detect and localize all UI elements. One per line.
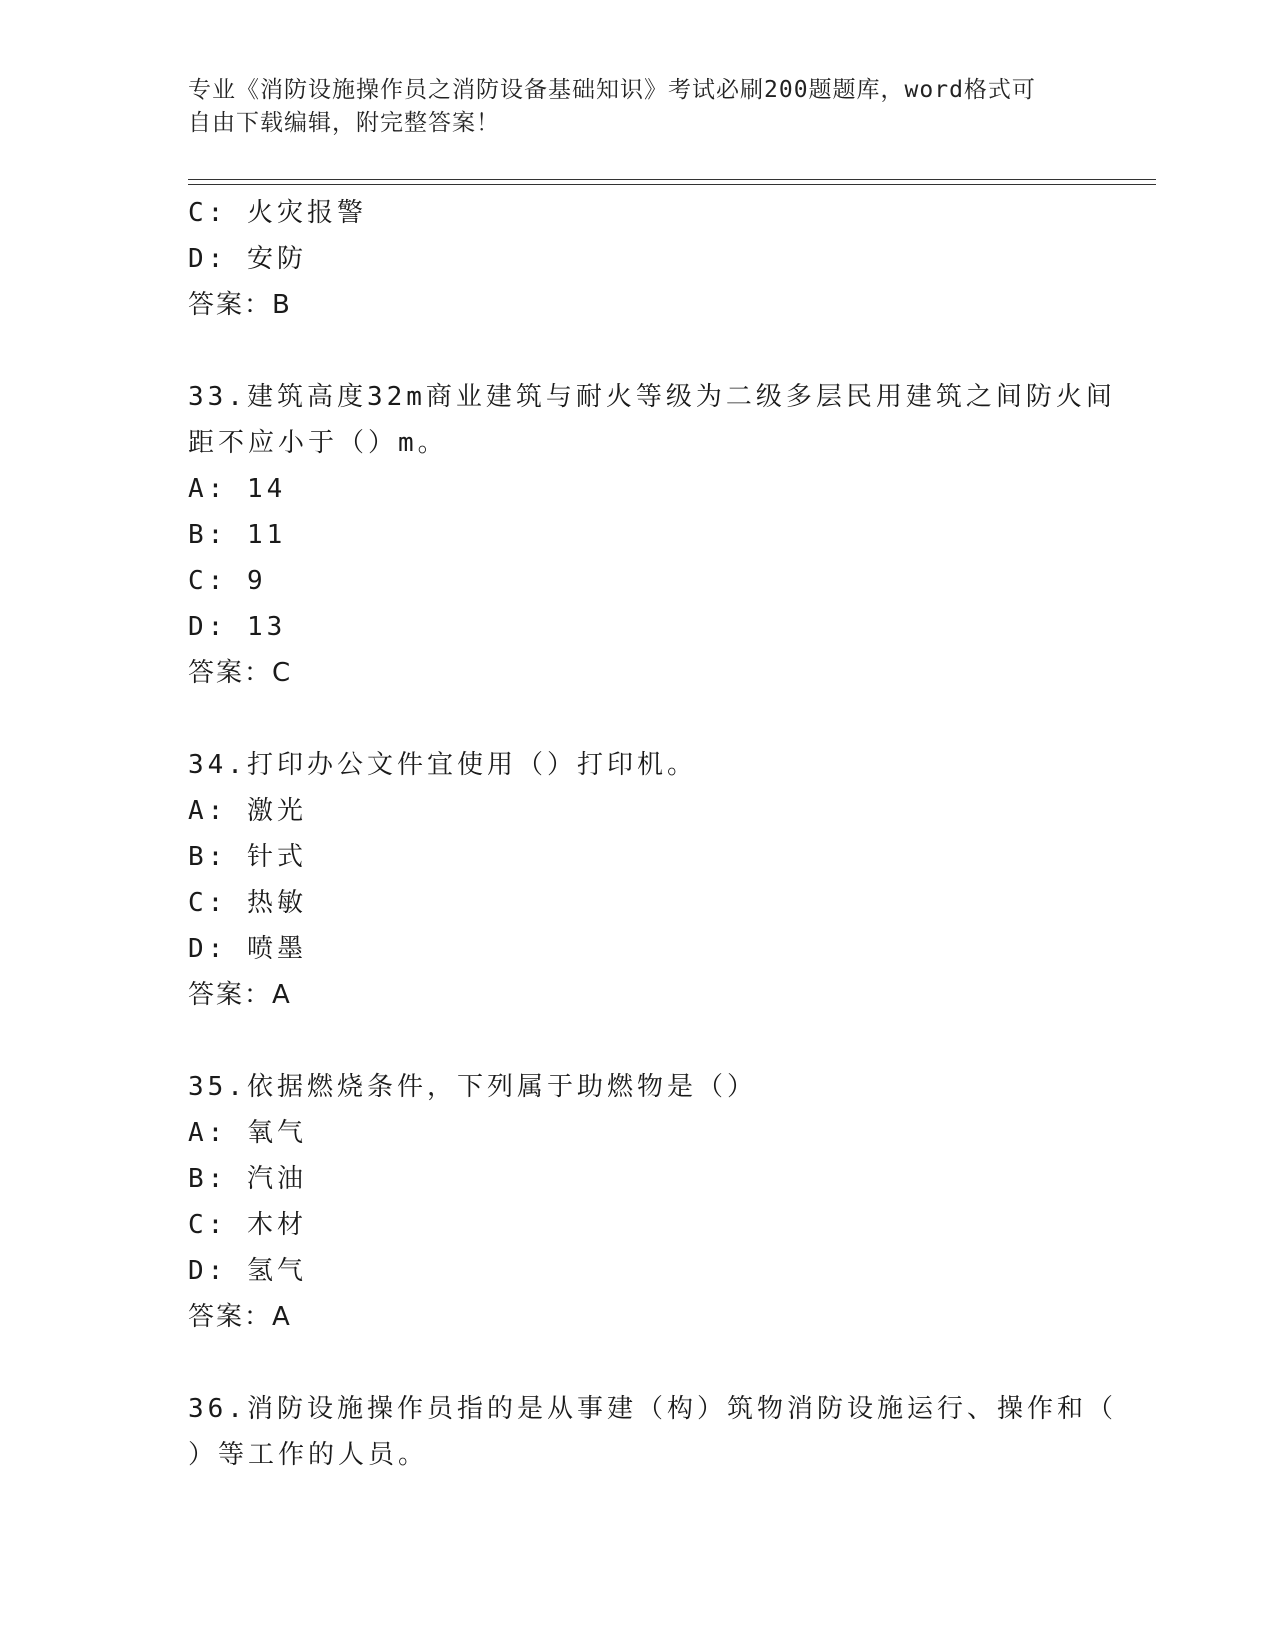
question-block-33 — [188, 374, 1116, 696]
header-line-1: 专业《消防设施操作员之消防设备基础知识》考试必刷200题题库，word格式可 — [188, 77, 1036, 103]
option-text: 火灾报警 — [246, 198, 367, 228]
option-text: 14 — [246, 474, 287, 504]
document-header — [188, 74, 1068, 140]
option-label: B — [188, 1164, 208, 1194]
question-stem-line: 33.建筑高度32m商业建筑与耐火等级为二级多层民用建筑之间防火间 — [188, 382, 1116, 412]
option-label: C — [188, 198, 208, 228]
option-c: C: 木材 — [188, 1210, 307, 1240]
header-line-2: 自由下载编辑，附完整答案！ — [188, 110, 500, 136]
option-d: D: 喷墨 — [188, 934, 307, 964]
option-text: 9 — [246, 566, 267, 596]
header-divider-top — [188, 179, 1156, 180]
question-stem-line: 35.依据燃烧条件，下列属于助燃物是（） — [188, 1072, 757, 1102]
option-label: A — [188, 474, 208, 504]
option-label: C — [188, 566, 208, 596]
option-text: 氢气 — [246, 1256, 307, 1286]
option-label: C — [188, 888, 208, 918]
spacer — [188, 696, 1088, 742]
question-stem-line: 距不应小于（）m。 — [188, 428, 448, 458]
option-d: D: 13 — [188, 612, 287, 642]
option-text: 喷墨 — [246, 934, 307, 964]
questions-content — [188, 190, 1117, 1478]
spacer — [188, 1018, 1088, 1064]
option-text: 氧气 — [246, 1118, 307, 1148]
question-block-prev — [188, 190, 1088, 328]
option-a: A: 激光 — [188, 796, 307, 826]
option-text: 针式 — [246, 842, 307, 872]
question-stem-line: 36.消防设施操作员指的是从事建（构）筑物消防设施运行、操作和（ — [188, 1394, 1117, 1424]
question-stem-line: 34.打印办公文件宜使用（）打印机。 — [188, 750, 697, 780]
answer-line: 答案：C — [188, 658, 293, 688]
option-label: C — [188, 1210, 208, 1240]
option-b: B: 针式 — [188, 842, 307, 872]
option-text: 安防 — [246, 244, 307, 274]
option-text: 热敏 — [246, 888, 307, 918]
spacer — [188, 1340, 1088, 1386]
option-text: 汽油 — [246, 1164, 307, 1194]
question-stem-line: ）等工作的人员。 — [188, 1440, 429, 1470]
option-d: D: 安防 — [188, 244, 307, 274]
option-d: D: 氢气 — [188, 1256, 307, 1286]
option-label: D — [188, 934, 208, 964]
option-a: A: 14 — [188, 474, 287, 504]
option-label: A — [188, 796, 208, 826]
option-c: C: 火灾报警 — [188, 198, 367, 228]
option-c: C: 9 — [188, 566, 267, 596]
option-text: 激光 — [246, 796, 307, 826]
option-a: A: 氧气 — [188, 1118, 307, 1148]
option-label: D — [188, 1256, 208, 1286]
question-block-35 — [188, 1064, 1088, 1340]
option-text: 木材 — [246, 1210, 307, 1240]
option-label: D — [188, 244, 208, 274]
option-label: D — [188, 612, 208, 642]
option-b: B: 11 — [188, 520, 287, 550]
option-text: 13 — [246, 612, 287, 642]
option-label: B — [188, 842, 208, 872]
answer-line: 答案：A — [188, 1302, 292, 1332]
option-label: A — [188, 1118, 208, 1148]
answer-line: 答案：A — [188, 980, 292, 1010]
answer-line: 答案：B — [188, 290, 292, 320]
option-text: 11 — [246, 520, 287, 550]
header-divider-bottom — [188, 184, 1156, 185]
question-block-34 — [188, 742, 1088, 1018]
option-b: B: 汽油 — [188, 1164, 307, 1194]
spacer — [188, 328, 1088, 374]
option-c: C: 热敏 — [188, 888, 307, 918]
question-block-36 — [188, 1386, 1117, 1478]
option-label: B — [188, 520, 208, 550]
